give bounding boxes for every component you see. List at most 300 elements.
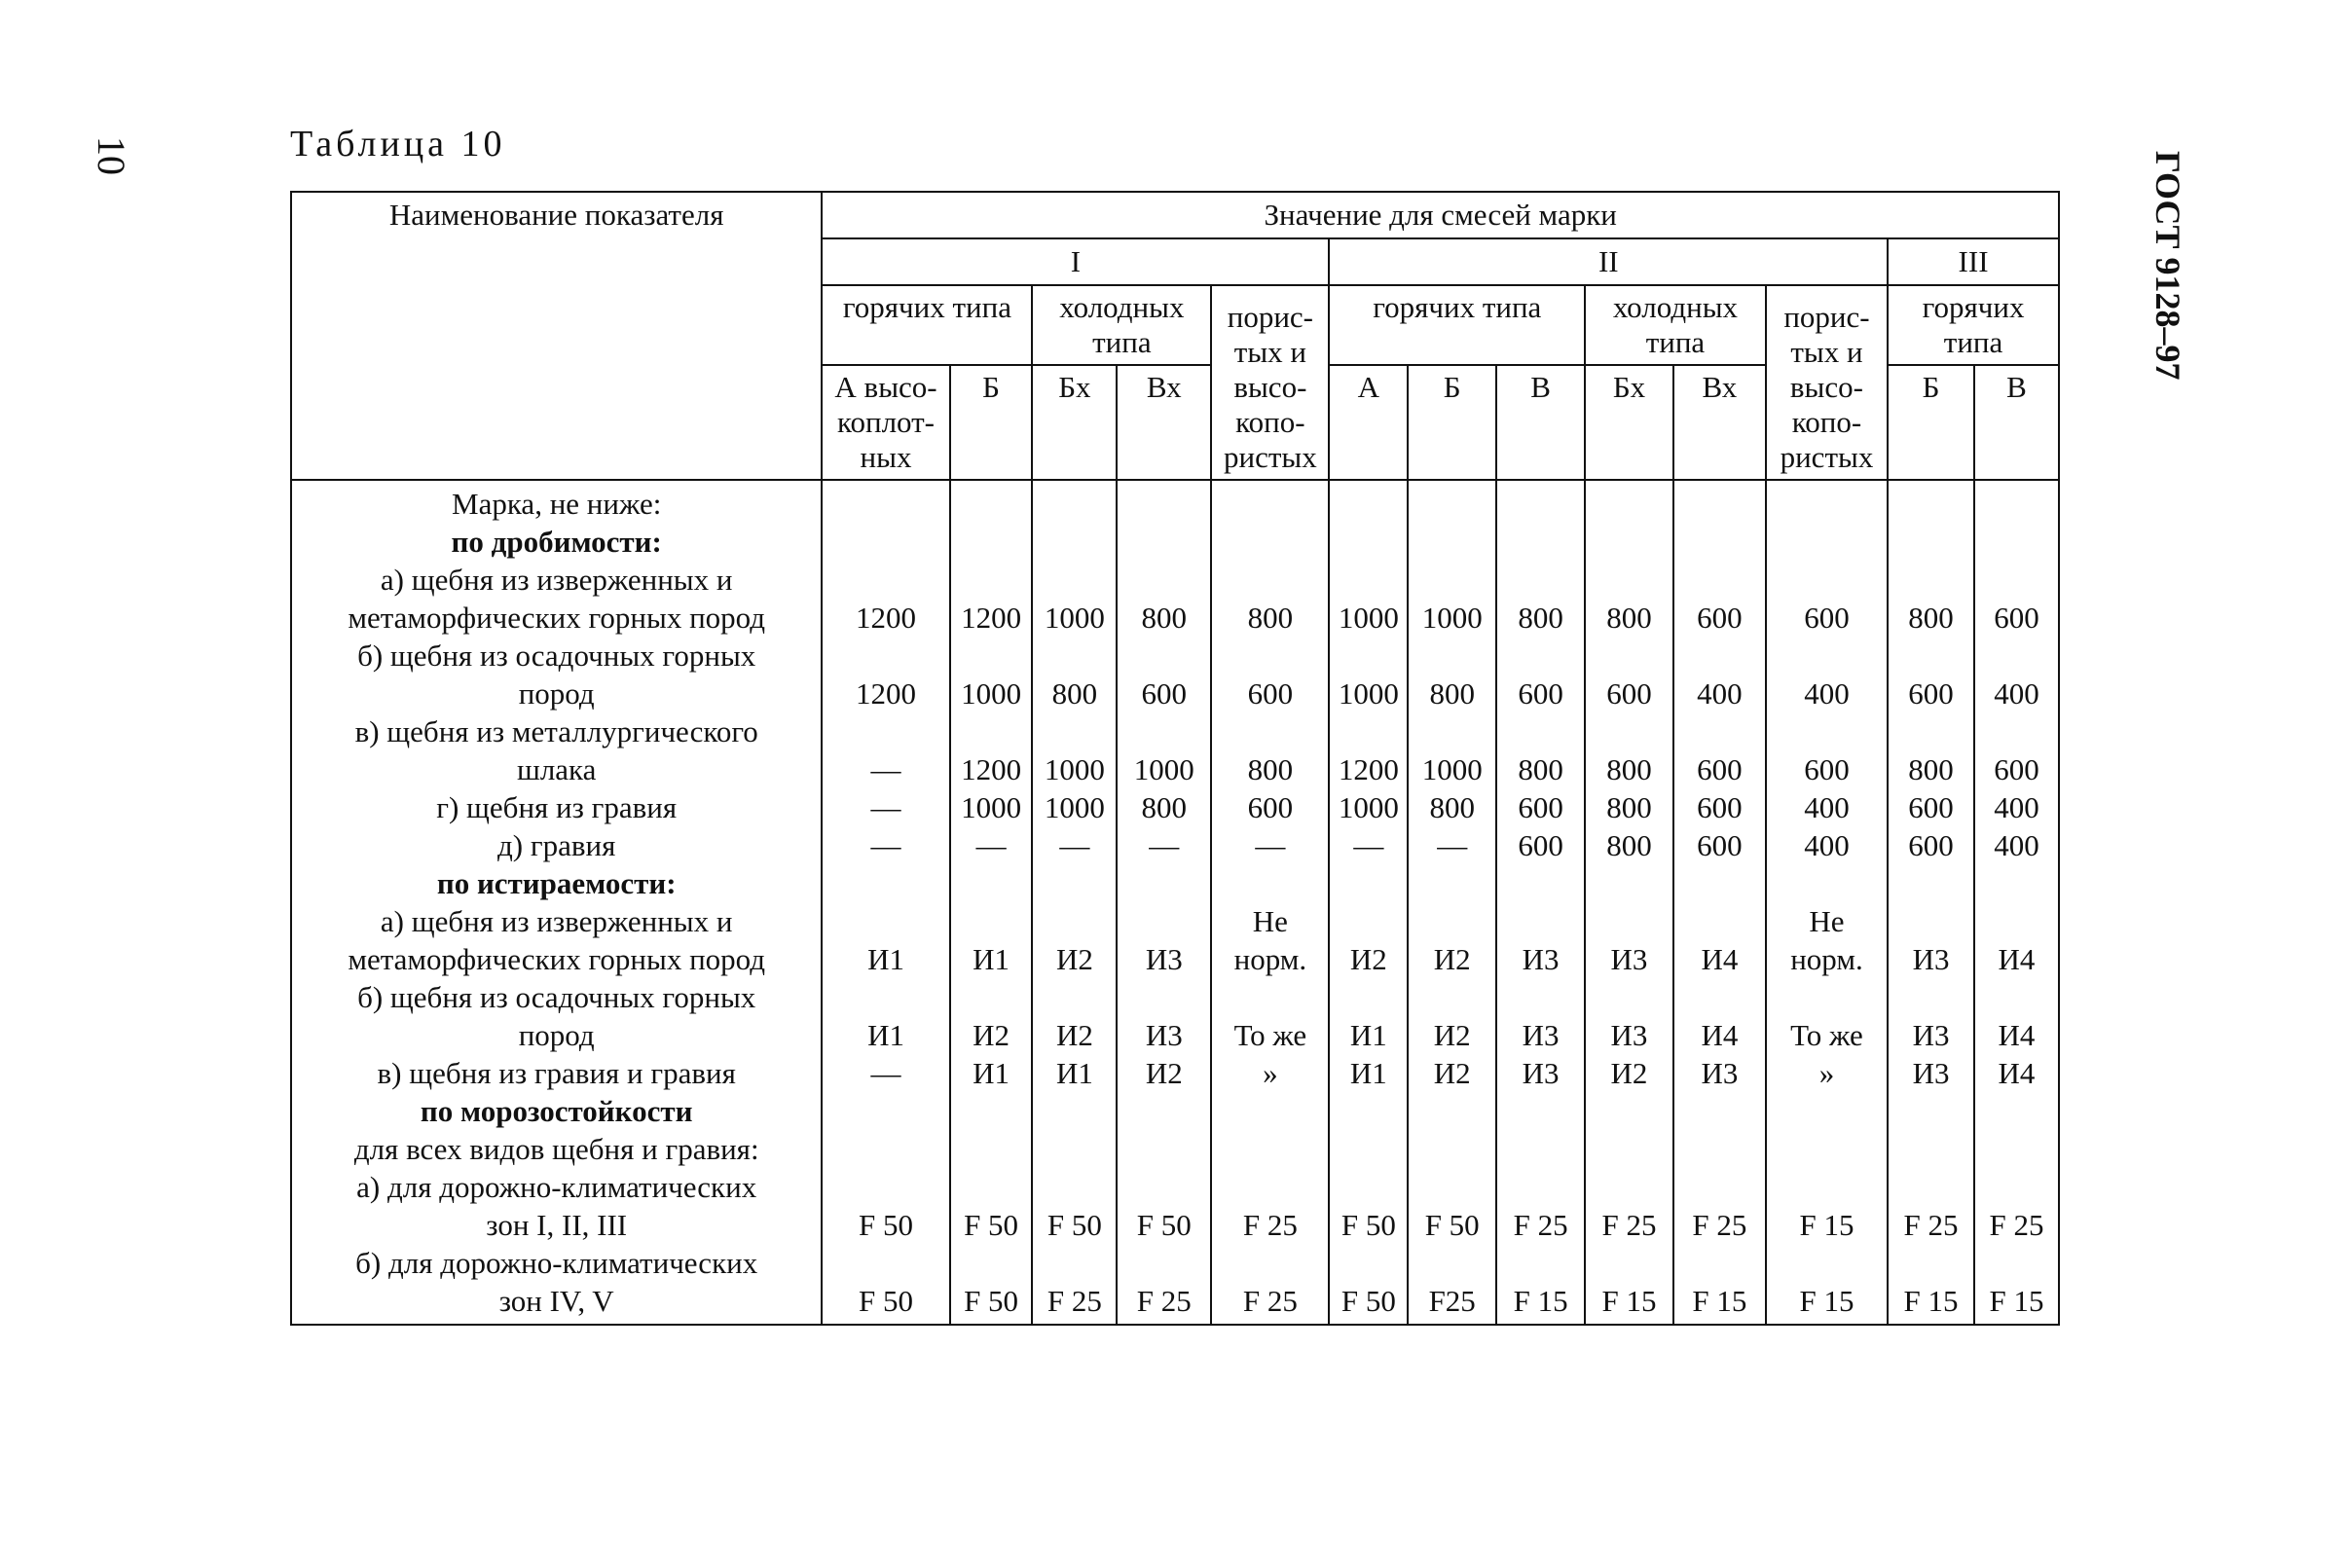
header-sub-a-dense: А высо-коплот-ных: [822, 365, 949, 480]
value-cell: [1589, 1092, 1670, 1130]
value-cell: [1891, 1244, 1970, 1282]
value-cell: 600: [1697, 601, 1743, 635]
value-cell: [1500, 902, 1581, 940]
value-cell: [1215, 978, 1325, 1016]
value-cell: —: [870, 828, 901, 862]
value-cell: 1000: [1421, 601, 1483, 635]
indicator-line: по морозостойкости: [420, 1094, 693, 1128]
value-cell: И3: [1522, 1056, 1560, 1090]
indicator-cell: [291, 480, 822, 1325]
header-cold-type-2: холодных типа: [1585, 285, 1766, 365]
value-cell: И2: [1349, 942, 1387, 976]
header-sub-b: Б: [950, 365, 1033, 480]
value-cell: —: [870, 1056, 901, 1090]
value-cell: И2: [973, 1018, 1010, 1052]
value-cell: И4: [1998, 1056, 2036, 1090]
value-cell: [954, 902, 1029, 940]
value-cell: [1677, 1092, 1762, 1130]
header-sub-bx: Бх: [1585, 365, 1673, 480]
value-cell: F 25: [1242, 1208, 1298, 1242]
value-column-cell: [1117, 480, 1211, 1325]
value-cell: 600: [1697, 752, 1743, 786]
value-cell: [1978, 1244, 2055, 1282]
value-cell: 800: [1908, 601, 1954, 635]
value-cell: Не: [1252, 904, 1288, 938]
value-cell: [1978, 1168, 2055, 1206]
value-cell: [954, 523, 1029, 561]
value-cell: [826, 712, 945, 750]
value-cell: И1: [973, 1056, 1010, 1090]
value-cell: [1978, 978, 2055, 1016]
value-cell: 600: [1804, 601, 1850, 635]
value-cell: 600: [1141, 676, 1188, 711]
value-cell: F 25: [1601, 1208, 1657, 1242]
value-cell: [1891, 902, 1970, 940]
value-cell: 600: [1247, 790, 1294, 824]
value-cell: [1036, 712, 1113, 750]
value-cell: [1500, 637, 1581, 675]
value-cell: 600: [1518, 676, 1563, 711]
value-cell: [1978, 712, 2055, 750]
value-cell: 600: [1518, 828, 1563, 862]
value-cell: норм.: [1233, 942, 1307, 976]
value-cell: [1677, 864, 1762, 902]
value-cell: [1891, 1168, 1970, 1206]
value-cell: [1412, 523, 1492, 561]
value-cell: [1770, 864, 1884, 902]
value-cell: 600: [1804, 752, 1850, 786]
value-cell: 600: [1994, 601, 2039, 635]
value-cell: F 50: [1046, 1208, 1102, 1242]
value-column-cell: [1766, 480, 1888, 1325]
value-cell: [1500, 978, 1581, 1016]
value-cell: [1412, 978, 1492, 1016]
value-cell: И3: [1145, 1018, 1183, 1052]
indicator-line: по истираемости:: [436, 866, 677, 900]
header-sub-v: В: [1974, 365, 2059, 480]
value-cell: 400: [1804, 676, 1850, 711]
value-cell: [1333, 637, 1404, 675]
value-cell: [1500, 523, 1581, 561]
value-cell: [1891, 712, 1970, 750]
value-cell: F 15: [1799, 1284, 1854, 1318]
indicator-line: б) для дорожно-климатических: [355, 1246, 758, 1280]
value-cell: И4: [1998, 942, 2036, 976]
value-cell: [1215, 523, 1325, 561]
value-cell: [1677, 1130, 1762, 1168]
indicator-line: д) гравия: [497, 828, 616, 862]
value-column-cell: [950, 480, 1033, 1325]
header-cold-type-1: холодных типа: [1032, 285, 1211, 365]
value-cell: [1978, 902, 2055, 940]
value-cell: И3: [1145, 942, 1183, 976]
value-cell: 1000: [961, 676, 1022, 711]
value-cell: 1200: [961, 752, 1022, 786]
value-cell: 800: [1247, 601, 1294, 635]
value-cell: [1215, 637, 1325, 675]
value-cell: 1000: [1338, 676, 1399, 711]
value-cell: [1036, 902, 1113, 940]
value-cell: [826, 523, 945, 561]
value-cell: 800: [1429, 790, 1475, 824]
header-sub-b: Б: [1408, 365, 1496, 480]
value-cell: 800: [1141, 790, 1188, 824]
value-column-cell: [1974, 480, 2059, 1325]
value-cell: [954, 1092, 1029, 1130]
value-cell: 1000: [1133, 752, 1194, 786]
header-indicator: Наименование показателя: [291, 192, 822, 480]
value-cell: [954, 864, 1029, 902]
value-cell: F25: [1428, 1284, 1476, 1318]
value-cell: [826, 1244, 945, 1282]
value-cell: 400: [1804, 828, 1850, 862]
value-cell: 800: [1141, 601, 1188, 635]
value-cell: 1000: [1338, 601, 1399, 635]
value-cell: —: [975, 828, 1007, 862]
value-cell: [1333, 1130, 1404, 1168]
value-cell: И3: [1912, 1056, 1950, 1090]
value-cell: 1200: [961, 601, 1022, 635]
value-cell: 800: [1247, 752, 1294, 786]
value-cell: 1000: [961, 790, 1022, 824]
value-cell: [1215, 1092, 1325, 1130]
indicator-line: метаморфических горных пород: [348, 942, 766, 976]
value-cell: [826, 1092, 945, 1130]
value-cell: F 15: [1903, 1284, 1959, 1318]
value-cell: [1333, 864, 1404, 902]
value-cell: И1: [973, 942, 1010, 976]
value-cell: [1891, 978, 1970, 1016]
value-cell: [1770, 1092, 1884, 1130]
value-cell: »: [1263, 1056, 1278, 1090]
value-cell: [954, 1130, 1029, 1168]
value-cell: —: [870, 752, 901, 786]
value-cell: И3: [1610, 942, 1648, 976]
value-cell: И2: [1610, 1056, 1648, 1090]
value-cell: [1215, 561, 1325, 599]
value-cell: F 25: [1136, 1284, 1192, 1318]
value-cell: [954, 1244, 1029, 1282]
value-cell: [1036, 561, 1113, 599]
value-cell: [1120, 637, 1207, 675]
header-sub-b: Б: [1888, 365, 1974, 480]
value-cell: 1000: [1044, 790, 1105, 824]
value-cell: [1589, 523, 1670, 561]
header-grade-3: III: [1888, 238, 2059, 285]
value-cell: [826, 978, 945, 1016]
indicator-line: б) щебня из осадочных горных: [357, 980, 756, 1014]
header-grade-1: I: [822, 238, 1329, 285]
value-cell: 600: [1908, 676, 1954, 711]
value-cell: И2: [1055, 1018, 1093, 1052]
value-cell: И3: [1610, 1018, 1648, 1052]
indicator-line: по дробимости:: [451, 525, 662, 559]
value-cell: [1978, 1130, 2055, 1168]
value-cell: [1215, 1168, 1325, 1206]
value-cell: 800: [1518, 752, 1563, 786]
value-cell: 1200: [856, 676, 917, 711]
value-cell: F 50: [859, 1208, 914, 1242]
value-cell: И2: [1433, 1056, 1471, 1090]
value-cell: [1891, 1092, 1970, 1130]
value-cell: [1215, 1244, 1325, 1282]
header-hot-type-1: горячих типа: [822, 285, 1032, 365]
indicator-line: зон I, II, III: [486, 1208, 628, 1242]
value-cell: [1333, 1168, 1404, 1206]
value-cell: [1120, 978, 1207, 1016]
indicator-line: зон IV, V: [498, 1284, 614, 1318]
value-cell: [1412, 561, 1492, 599]
value-cell: [954, 1168, 1029, 1206]
value-cell: [1215, 712, 1325, 750]
value-cell: норм.: [1790, 942, 1863, 976]
value-cell: [1891, 864, 1970, 902]
value-cell: [1036, 523, 1113, 561]
value-cell: [1589, 1130, 1670, 1168]
value-cell: 400: [1994, 790, 2039, 824]
value-cell: 600: [1606, 676, 1652, 711]
value-cell: [1891, 485, 1970, 523]
value-cell: [1500, 864, 1581, 902]
header-sub-vx: Вх: [1673, 365, 1766, 480]
value-cell: [1412, 485, 1492, 523]
value-cell: F 25: [1692, 1208, 1747, 1242]
value-cell: —: [1353, 828, 1384, 862]
value-cell: И3: [1912, 1018, 1950, 1052]
value-cell: И1: [867, 1018, 904, 1052]
value-cell: 800: [1606, 790, 1652, 824]
value-cell: [1333, 485, 1404, 523]
value-cell: [1677, 637, 1762, 675]
header-sub-vx: Вх: [1117, 365, 1211, 480]
header-sub-bx: Бх: [1032, 365, 1117, 480]
value-cell: F 15: [1601, 1284, 1657, 1318]
value-cell: 1000: [1044, 752, 1105, 786]
value-cell: [1500, 561, 1581, 599]
value-cell: [1412, 1130, 1492, 1168]
value-cell: [1120, 864, 1207, 902]
value-cell: —: [870, 790, 901, 824]
value-cell: 400: [1994, 676, 2039, 711]
value-cell: 800: [1051, 676, 1098, 711]
value-cell: [1120, 1244, 1207, 1282]
value-cell: [1412, 1168, 1492, 1206]
value-cell: [1120, 1130, 1207, 1168]
value-cell: [1333, 712, 1404, 750]
value-cell: F 50: [964, 1284, 1019, 1318]
value-cell: [1978, 1092, 2055, 1130]
value-cell: [1215, 864, 1325, 902]
value-cell: [1770, 485, 1884, 523]
value-cell: [1589, 485, 1670, 523]
value-cell: И3: [1701, 1056, 1739, 1090]
value-cell: [1589, 712, 1670, 750]
value-cell: 800: [1606, 752, 1652, 786]
indicator-line: в) щебня из гравия и гравия: [377, 1056, 736, 1090]
value-cell: [1677, 485, 1762, 523]
value-cell: [1500, 1244, 1581, 1282]
value-cell: [1589, 1168, 1670, 1206]
value-cell: [826, 1168, 945, 1206]
header-value-for-mixes: Значение для смесей марки: [822, 192, 2059, 238]
value-column-cell: [1408, 480, 1496, 1325]
value-cell: [1770, 978, 1884, 1016]
indicator-line: Марка, не ниже:: [452, 487, 662, 521]
value-cell: [826, 485, 945, 523]
value-cell: И1: [867, 942, 904, 976]
value-cell: И4: [1998, 1018, 2036, 1052]
value-cell: И3: [1522, 942, 1560, 976]
header-sub-v: В: [1496, 365, 1585, 480]
indicator-line: пород: [518, 676, 595, 711]
value-cell: [1036, 1130, 1113, 1168]
header-grade-2: II: [1329, 238, 1888, 285]
value-cell: И2: [1433, 942, 1471, 976]
value-cell: [1500, 1130, 1581, 1168]
value-cell: —: [1059, 828, 1090, 862]
value-cell: F 15: [1692, 1284, 1747, 1318]
value-cell: [1036, 1168, 1113, 1206]
value-cell: И4: [1701, 942, 1739, 976]
indicator-line: г) щебня из гравия: [436, 790, 678, 824]
value-cell: [1589, 561, 1670, 599]
value-cell: [1412, 712, 1492, 750]
value-cell: И1: [1349, 1018, 1387, 1052]
header-hot-type-3: горячих типа: [1888, 285, 2059, 365]
value-cell: [954, 637, 1029, 675]
value-cell: 600: [1994, 752, 2039, 786]
value-cell: [1500, 1168, 1581, 1206]
value-cell: F 15: [1513, 1284, 1568, 1318]
page-number: 10: [90, 136, 133, 175]
table-caption: Таблица 10: [290, 124, 506, 164]
value-cell: F 50: [1136, 1208, 1192, 1242]
indicator-line: пород: [518, 1018, 595, 1052]
value-cell: F 15: [1989, 1284, 2044, 1318]
value-cell: И2: [1055, 942, 1093, 976]
value-cell: F 25: [1903, 1208, 1959, 1242]
value-cell: [1215, 485, 1325, 523]
value-cell: [1120, 1168, 1207, 1206]
value-cell: [1677, 1244, 1762, 1282]
value-cell: [1412, 864, 1492, 902]
value-cell: [826, 561, 945, 599]
value-cell: »: [1818, 1056, 1835, 1090]
value-cell: [1978, 485, 2055, 523]
value-cell: —: [1149, 828, 1180, 862]
value-cell: 600: [1697, 828, 1743, 862]
value-cell: [826, 1130, 945, 1168]
value-cell: И3: [1522, 1018, 1560, 1052]
value-cell: [1770, 1130, 1884, 1168]
value-cell: [1589, 1244, 1670, 1282]
value-cell: И1: [1055, 1056, 1093, 1090]
indicator-line: б) щебня из осадочных горных: [357, 638, 756, 673]
header-row-1: [291, 192, 2059, 238]
value-cell: [1333, 1092, 1404, 1130]
value-cell: 600: [1518, 790, 1563, 824]
value-cell: F 25: [1989, 1208, 2044, 1242]
value-cell: [1978, 561, 2055, 599]
value-column-cell: [1329, 480, 1408, 1325]
value-cell: [1333, 561, 1404, 599]
value-cell: F 25: [1046, 1284, 1102, 1318]
value-cell: [1333, 1244, 1404, 1282]
value-cell: [1412, 902, 1492, 940]
value-cell: [1978, 523, 2055, 561]
value-cell: [1215, 1130, 1325, 1168]
value-cell: 400: [1804, 790, 1850, 824]
value-cell: [1589, 902, 1670, 940]
value-cell: [826, 637, 945, 675]
value-cell: [1036, 978, 1113, 1016]
table-body-row: [291, 480, 2059, 1325]
value-cell: И2: [1433, 1018, 1471, 1052]
value-cell: [1120, 561, 1207, 599]
value-cell: [1770, 1244, 1884, 1282]
value-cell: [1333, 902, 1404, 940]
value-cell: F 50: [964, 1208, 1019, 1242]
value-cell: И3: [1912, 942, 1950, 976]
value-column-cell: [822, 480, 949, 1325]
value-column-cell: [1211, 480, 1329, 1325]
value-cell: [1677, 523, 1762, 561]
value-cell: [1333, 978, 1404, 1016]
value-cell: [1120, 485, 1207, 523]
value-cell: 800: [1606, 828, 1652, 862]
value-cell: 1200: [1338, 752, 1399, 786]
value-cell: Не: [1809, 904, 1845, 938]
value-cell: [1677, 1168, 1762, 1206]
value-cell: [1770, 561, 1884, 599]
indicator-line: шлака: [516, 752, 597, 786]
indicator-line: в) щебня из металлургического: [354, 714, 758, 748]
value-cell: F 50: [1424, 1208, 1480, 1242]
value-cell: [1770, 712, 1884, 750]
value-cell: [954, 978, 1029, 1016]
value-cell: [1120, 523, 1207, 561]
value-cell: 600: [1697, 790, 1743, 824]
value-cell: F 25: [1242, 1284, 1298, 1318]
value-cell: 600: [1908, 790, 1954, 824]
value-cell: [1120, 1092, 1207, 1130]
value-cell: F 50: [1340, 1284, 1396, 1318]
value-cell: [1677, 902, 1762, 940]
value-cell: 600: [1908, 828, 1954, 862]
indicator-table: [290, 191, 2060, 1326]
value-cell: [1412, 1244, 1492, 1282]
value-cell: [1120, 712, 1207, 750]
value-cell: F 15: [1799, 1208, 1854, 1242]
value-cell: 1000: [1044, 601, 1105, 635]
value-cell: F 50: [1340, 1208, 1396, 1242]
value-cell: То же: [1233, 1018, 1307, 1052]
value-cell: [1589, 978, 1670, 1016]
value-cell: 800: [1518, 601, 1563, 635]
value-cell: И4: [1701, 1018, 1739, 1052]
value-cell: [1120, 902, 1207, 940]
value-cell: [1770, 523, 1884, 561]
value-cell: 1000: [1421, 752, 1483, 786]
value-cell: [1500, 712, 1581, 750]
value-column-cell: [1673, 480, 1766, 1325]
value-cell: [1978, 637, 2055, 675]
value-column-cell: [1496, 480, 1585, 1325]
value-cell: —: [1437, 828, 1468, 862]
value-cell: [1770, 637, 1884, 675]
header-hot-type-2: горячих типа: [1329, 285, 1585, 365]
value-cell: 1200: [856, 601, 917, 635]
